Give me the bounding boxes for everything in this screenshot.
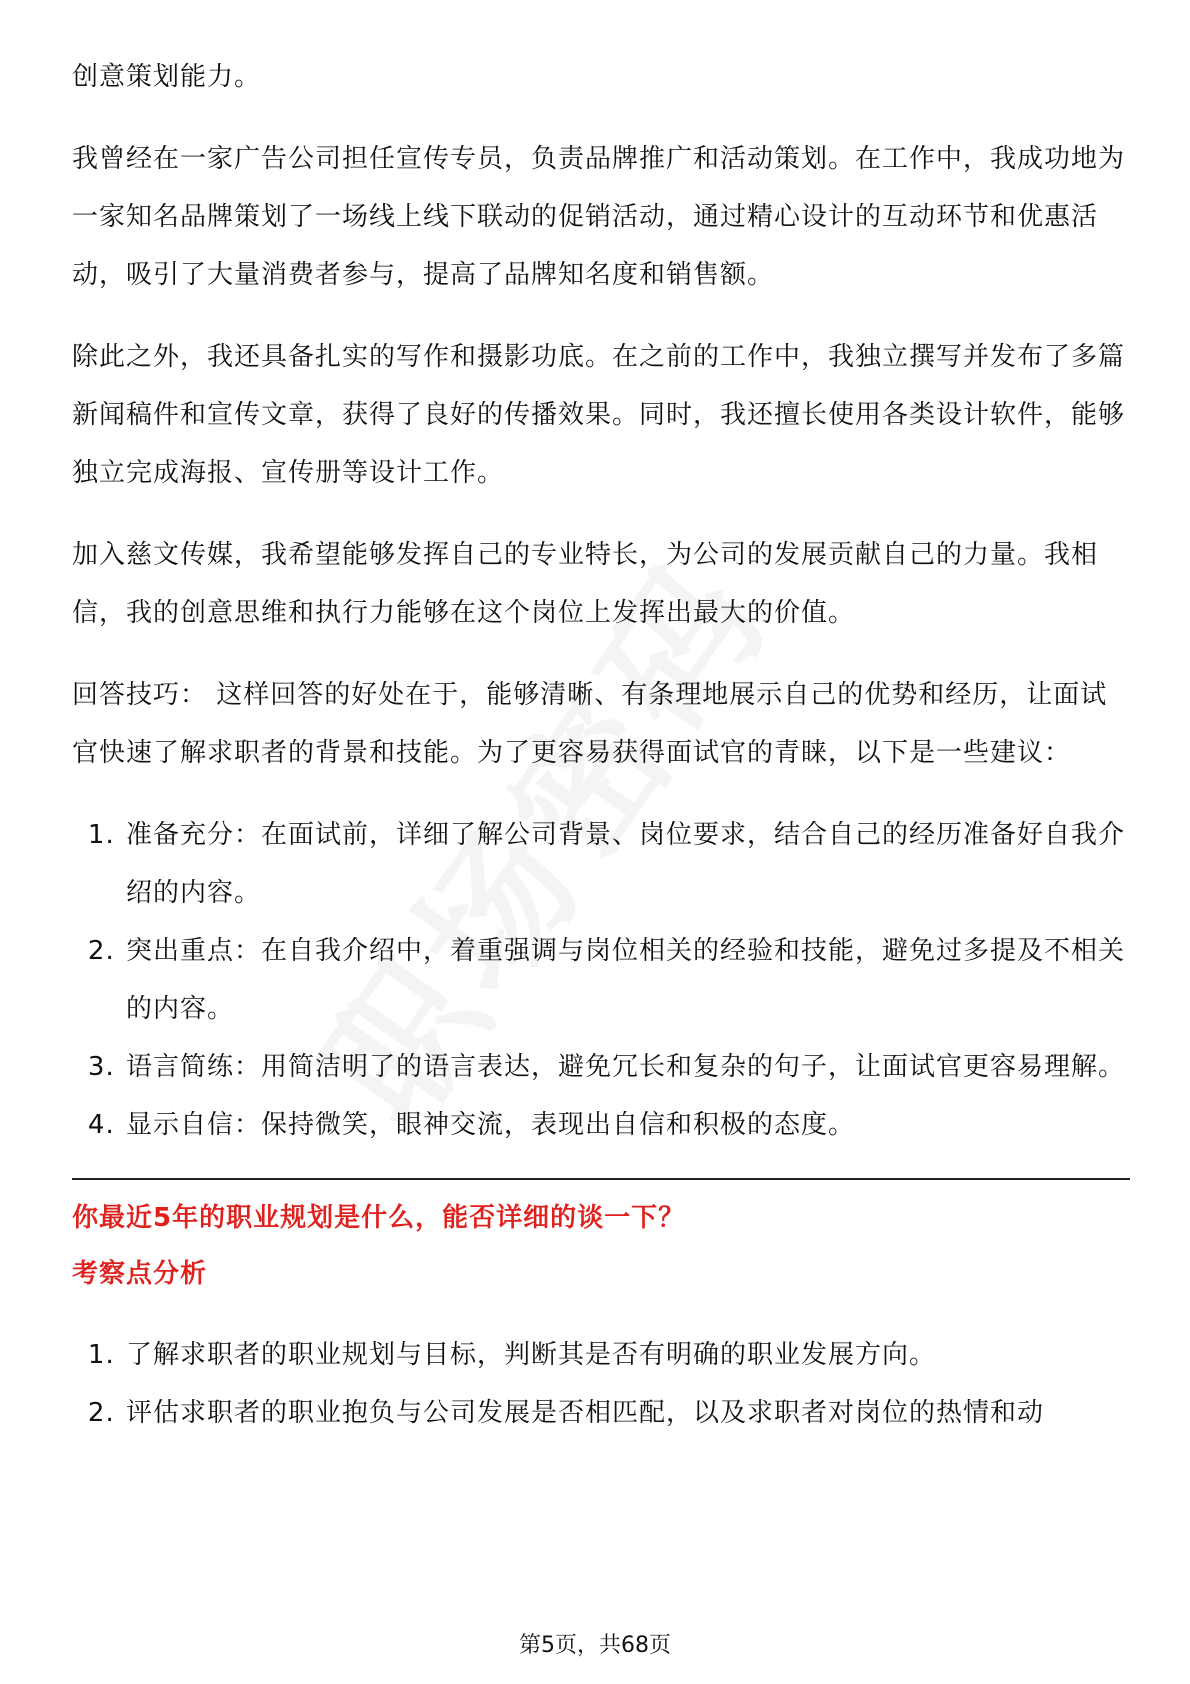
list-item: 2. 评估求职者的职业抱负与公司发展是否相匹配，以及求职者对岗位的热情和动 (124, 1384, 1130, 1442)
paragraph: 加入慈文传媒，我希望能够发挥自己的专业特长，为公司的发展贡献自己的力量。我相信，我的创意思维和执行力能够在这个岗位上发挥出最大的价值。 (72, 540, 1099, 628)
list-item: 4. 显示自信：保持微笑，眼神交流，表现出自信和积极的态度。 (124, 1096, 1130, 1154)
list-item: 1. 了解求职者的职业规划与目标，判断其是否有明确的职业发展方向。 (124, 1326, 1130, 1384)
list-item: 3. 语言简练：用简洁明了的语言表达，避免冗长和复杂的句子，让面试官更容易理解。 (124, 1038, 1130, 1096)
question-title: 你最近5年的职业规划是什么，能否详细的谈一下？ (72, 1203, 686, 1233)
list-item: 1. 准备充分：在面试前，详细了解公司背景、岗位要求，结合自己的经历准备好自我介绍的内容。 (124, 806, 1130, 922)
page-number: 第5页，共68页 (519, 1633, 671, 1658)
section-divider (72, 1178, 1130, 1180)
page-content (72, 48, 1130, 1466)
paragraph: 除此之外，我还具备扎实的写作和摄影功底。在之前的工作中，我独立撰写并发布了多篇新闻稿件和宣传文章，获得了良好的传播效果。同时，我还擅长使用各类设计软件，能够独立完成海报、宣传册等设计工作。 (72, 342, 1126, 488)
analysis-heading: 考察点分析 (72, 1259, 208, 1289)
paragraph: 创意策划能力。 (72, 62, 262, 92)
tips-list (72, 806, 1130, 1154)
list-item: 2. 突出重点：在自我介绍中，着重强调与岗位相关的经验和技能，避免过多提及不相关的内容。 (124, 922, 1130, 1038)
answer-tips-intro: 回答技巧： 这样回答的好处在于，能够清晰、有条理地展示自己的优势和经历，让面试官快速了解求职者的背景和技能。为了更容易获得面试官的青睐，以下是一些建议： (72, 680, 1108, 768)
analysis-list (72, 1326, 1130, 1442)
paragraph: 我曾经在一家广告公司担任宣传专员，负责品牌推广和活动策划。在工作中，我成功地为一家知名品牌策划了一场线上线下联动的促销活动，通过精心设计的互动环节和优惠活动，吸引了大量消费者参与，提高了品牌知名度和销售额。 (72, 144, 1126, 290)
